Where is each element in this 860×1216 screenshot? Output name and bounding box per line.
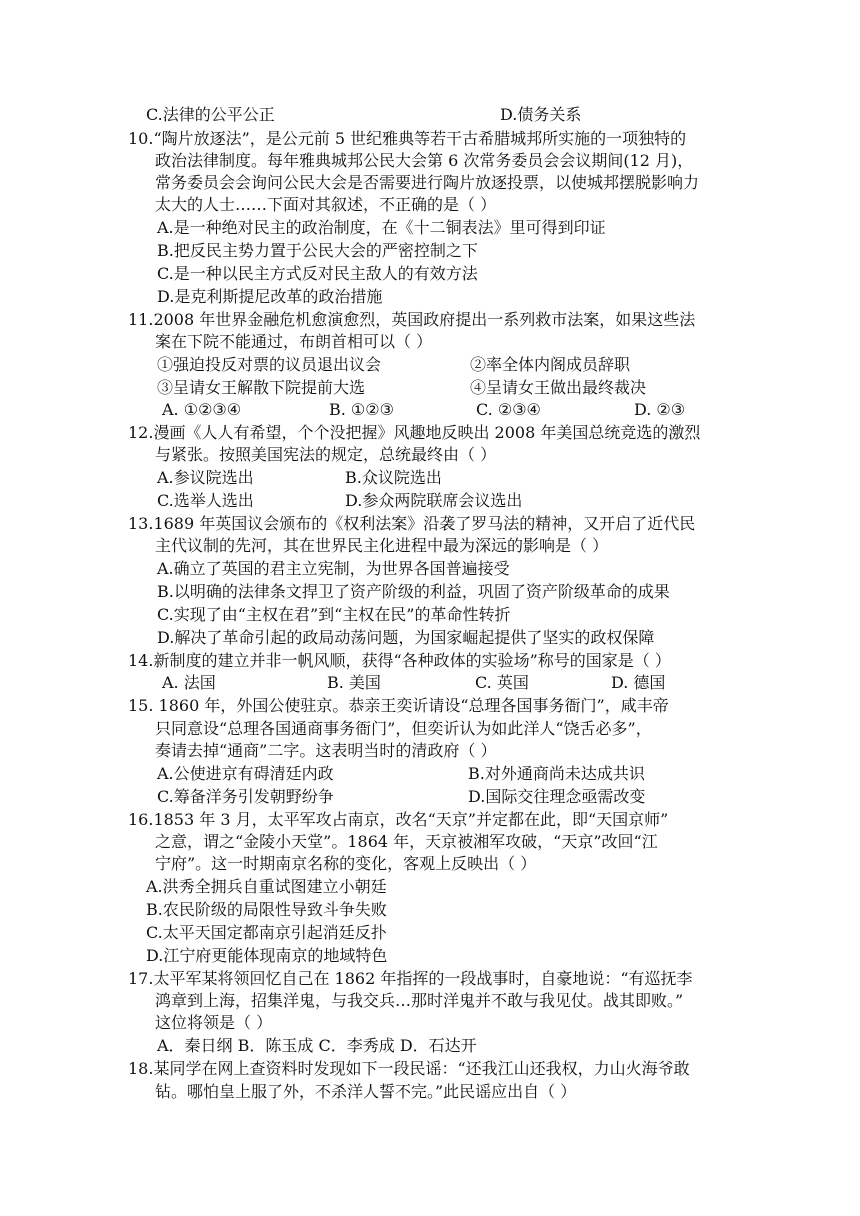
q14-option-d: D. 德国 [611,673,666,692]
q11-option-b: B. ①②③ [329,400,394,419]
q16-stem: 16.1853 年 3 月，太平军攻占南京，改名“天京”并定都在此，即“天国京师” [128,810,669,829]
q15-option-b: B.对外通商尚未达成共识 [468,764,645,783]
q11-stem: 11.2008 年世界金融危机愈演愈烈，英国政府提出一系列救市法案，如果这些法 [128,310,696,329]
q15-option-c: C.筹备洋务引发朝野纷争 [157,787,334,806]
q17-options: A．秦日纲 B．陈玉成 C．李秀成 D．石达开 [157,1036,477,1055]
q9-option-c: C.法律的公平公正 [146,105,275,124]
q12-option-c: C.选举人选出 [157,491,254,510]
q18-stem: 18.某同学在网上查资料时发现如下一段民谣：“还我江山还我权，力山火海爷敢 [128,1059,690,1078]
q14-option-b: B. 美国 [327,673,381,692]
q13-stem: 主代议制的先河，其在世界民主化进程中最为深远的影响是（ ） [155,536,609,555]
q14-option-a: A. 法国 [162,673,216,692]
q15-option-d: D.国际交往理念亟需改变 [468,787,646,806]
q17-stem: 17.太平军某将领回忆自己在 1862 年指挥的一段战事时，自豪地说：“有巡抚李 [128,969,693,988]
q16-option-d: D.江宁府更能体现南京的地域特色 [146,946,388,965]
q11-option-a: A. ①②③④ [162,400,242,419]
q10-stem: 政治法律制度。每年雅典城邦公民大会第 6 次常务委员会会议期间(12 月)， [155,151,694,170]
q17-stem: 鸿章到上海，招集洋鬼，与我交兵…那时洋鬼并不敢与我见仗。战其即败。” [155,991,684,1010]
q12-option-a: A.参议院选出 [157,468,254,487]
q15-stem: 只同意设“总理各国通商事务衙门”，但奕䜣认为如此洋人“饶舌必多”， [155,719,652,738]
q16-stem: 之意，谓之“金陵小天堂”。1864 年，天京被湘军攻破，“天京”改回“江 [155,832,658,851]
q10-stem: 太大的人士……下面对其叙述，不正确的是（ ） [155,195,497,214]
q17-stem: 这位将领是（ ） [155,1013,273,1032]
q12-stem: 12.漫画《人人有希望，个个没把握》风趣地反映出 2008 年美国总统竞选的激烈 [128,423,701,442]
q16-stem: 宁府”。这一时期南京名称的变化，客观上反映出（ ） [155,854,537,873]
q11-item: ①强迫投反对票的议员退出议会 [157,355,382,374]
q13-option-a: A.确立了英国的君主立宪制，为世界各国普遍接受 [157,559,510,578]
q11-item: ②率全体内阁成员辞职 [470,355,631,374]
q9-option-d: D.债务关系 [500,105,582,124]
q15-stem: 15. 1860 年，外国公使驻京。恭亲王奕䜣请设“总理各国事务衙门”，咸丰帝 [128,696,669,715]
q16-option-b: B.农民阶级的局限性导致斗争失败 [146,900,387,919]
q10-stem: 10.“陶片放逐法”，是公元前 5 世纪雅典等若干古希腊城邦所实施的一项独特的 [128,129,687,148]
q11-item: ③呈请女王解散下院提前大选 [157,378,366,397]
q11-stem: 案在下院不能通过，布朗首相可以（ ） [155,332,433,351]
q13-stem: 13.1689 年英国议会颁布的《权利法案》沿袭了罗马法的精神，又开启了近代民 [128,514,696,533]
q10-option-a: A.是一种绝对民主的政治制度，在《十二铜表法》里可得到印证 [157,218,606,237]
q13-option-d: D.解决了革命引起的政局动荡问题，为国家崛起提供了坚实的政权保障 [157,628,655,647]
q11-option-c: C. ②③④ [476,400,541,419]
q10-stem: 常务委员会会询问公民大会是否需要进行陶片放逐投票，以使城邦摆脱影响力 [155,173,700,192]
q16-option-c: C.太平天国定都南京引起消廷反扑 [146,923,387,942]
q11-item: ④呈请女王做出最终裁决 [470,378,647,397]
q12-option-d: D.参众两院联席会议选出 [345,491,523,510]
q18-stem: 钻。哪怕皇上服了外，不杀洋人誓不完。”此民谣应出自（ ） [155,1082,577,1101]
q13-option-b: B.以明确的法律条文捍卫了资产阶级的利益，巩固了资产阶级革命的成果 [157,582,670,601]
q12-option-b: B.众议院选出 [345,468,442,487]
q16-option-a: A.洪秀全拥兵自重试图建立小朝廷 [146,877,387,896]
q12-stem: 与紧张。按照美国宪法的规定，总统最终由（ ） [155,445,497,464]
q11-option-d: D. ②③ [634,400,686,419]
q10-option-d: D.是克利斯提尼改革的政治措施 [157,287,383,306]
q14-stem: 14.新制度的建立并非一帆风顺，获得“各种政体的实验场”称号的国家是（ ） [128,651,671,670]
q10-option-c: C.是一种以民主方式反对民主敌人的有效方法 [157,264,478,283]
q15-option-a: A.公使进京有碍清廷内政 [157,764,334,783]
q10-option-b: B.把反民主势力置于公民大会的严密控制之下 [157,241,478,260]
q13-option-c: C.实现了由“主权在君”到“主权在民”的革命性转折 [157,605,511,624]
q14-option-c: C. 英国 [475,673,529,692]
q15-stem: 奏请去掉“通商”二字。这表明当时的清政府（ ） [155,741,497,760]
